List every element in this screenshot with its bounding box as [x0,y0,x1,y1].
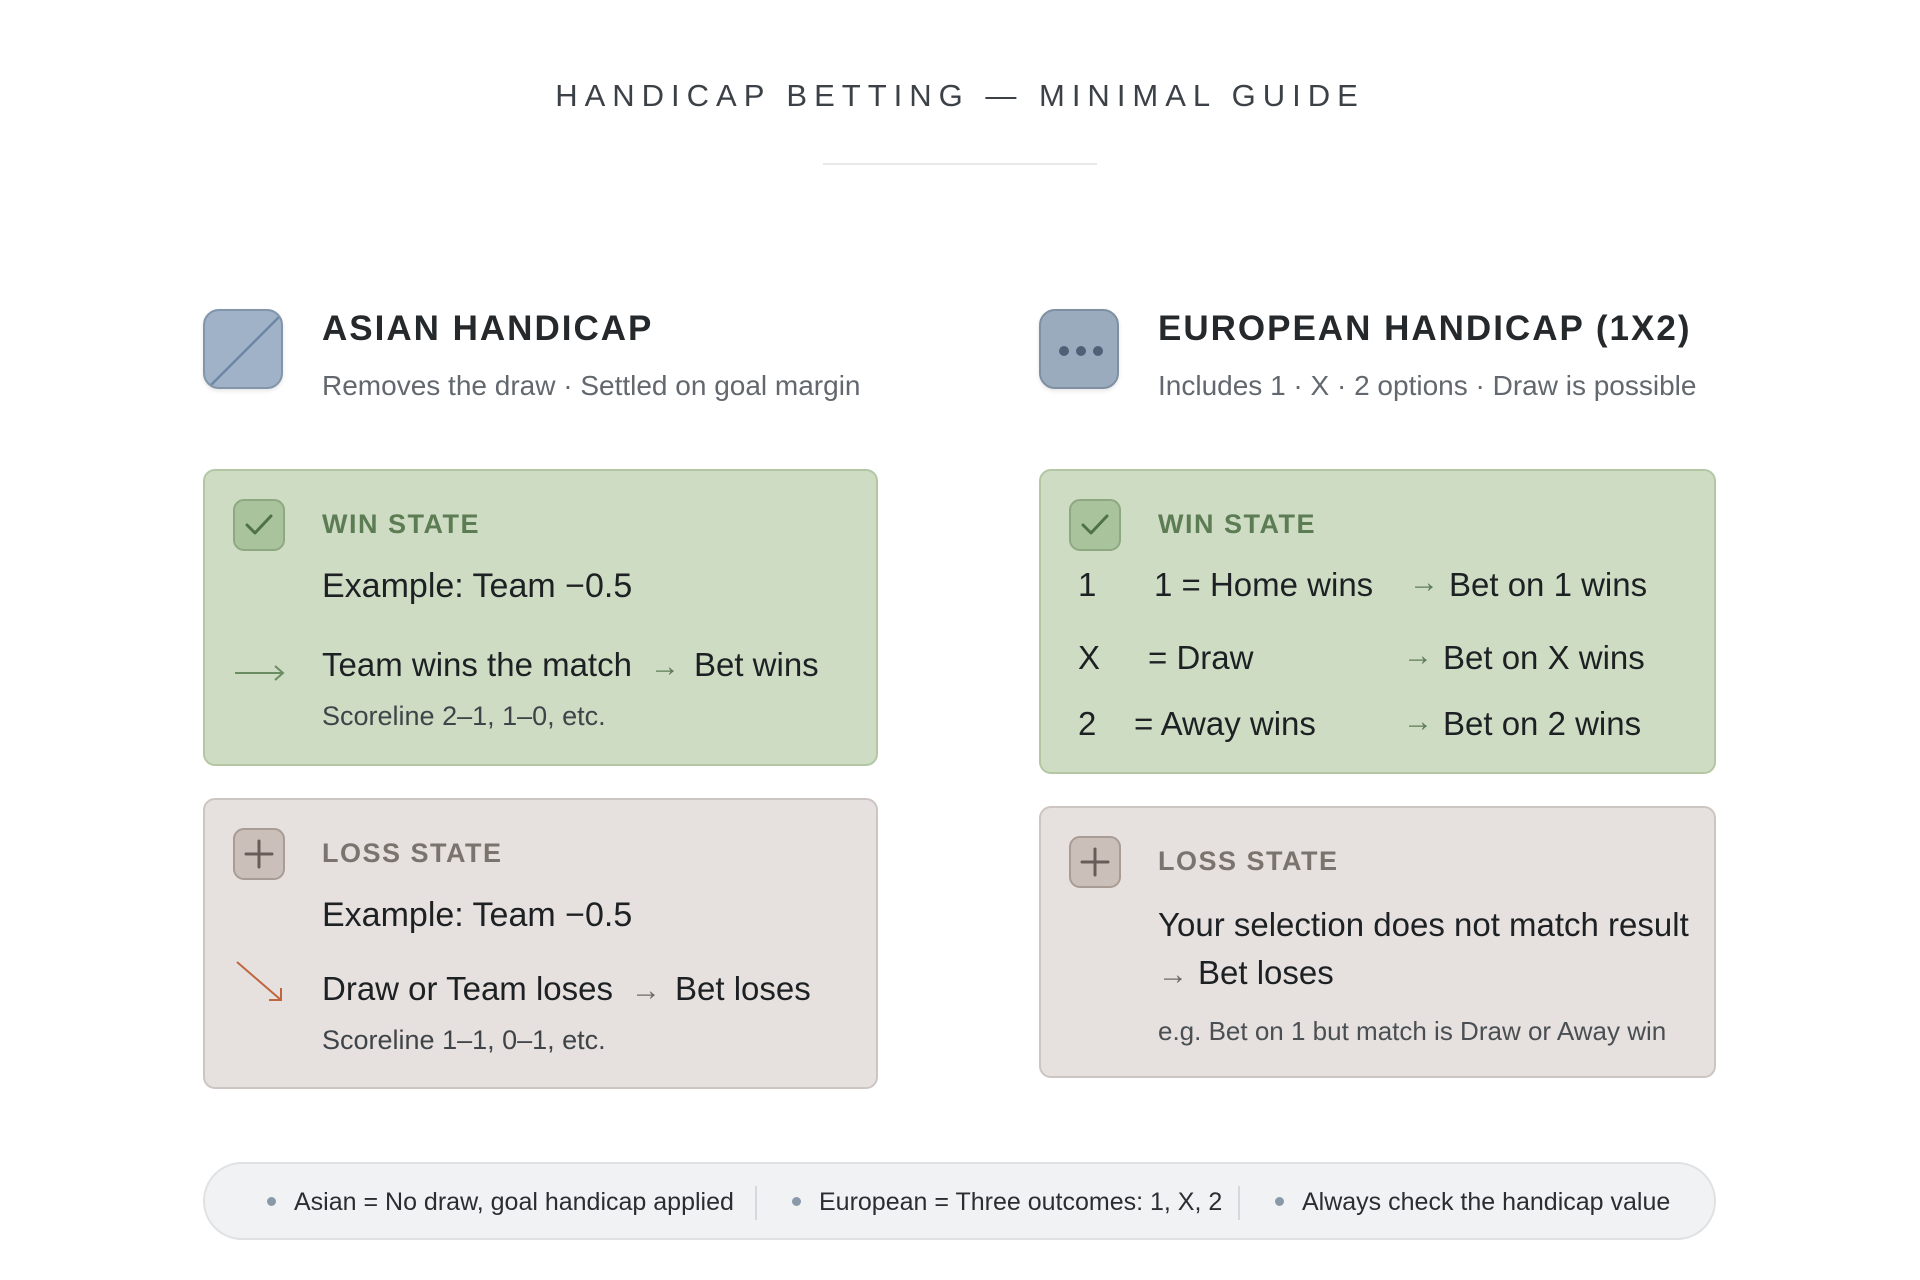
arrow-right-icon: → [1403,639,1433,672]
arrow-right-icon: → [1409,566,1439,599]
plus-icon [233,828,285,880]
check-icon [1069,499,1121,551]
loss-result-line [1158,954,1334,992]
footer-divider [755,1186,757,1220]
outcome-row-draw [1041,639,1714,679]
win-scoreline: Scoreline 2–1, 1–0, etc. [322,701,606,731]
loss-state-label: LOSS STATE [1158,846,1339,876]
diagonal-slash-icon [203,309,283,389]
bullet-icon [267,1197,276,1206]
loss-description: Your selection does not match result [1158,906,1689,943]
win-condition: Team wins the match [322,646,632,683]
arrow-right-icon: → [1403,705,1433,738]
loss-result: Bet loses [1198,954,1334,991]
check-icon [233,499,285,551]
win-example: Example: Team −0.5 [322,567,633,605]
outcome-meaning: = Away wins [1134,705,1316,742]
european-title: EUROPEAN HANDICAP (1X2) [1158,309,1692,348]
footer-item-european [792,1188,1222,1217]
bullet-icon [792,1197,801,1206]
asian-loss-card [203,798,878,1089]
loss-state-label: LOSS STATE [322,838,503,868]
page-title: HANDICAP BETTING — MINIMAL GUIDE [555,78,1365,113]
asian-win-card [203,469,878,766]
loss-result: Bet loses [675,970,811,1007]
win-condition-line [322,646,819,684]
arrow-down-right-icon [233,958,289,1011]
outcome-code: 1 [1078,566,1097,603]
footer-item-asian [267,1188,734,1217]
arrow-right-icon: → [649,650,680,683]
european-loss-card [1039,806,1716,1078]
loss-example: Example: Team −0.5 [322,896,633,934]
outcome-meaning: = Draw [1148,639,1254,676]
arrow-right-icon: → [631,974,661,1007]
european-subtitle: Includes 1 · X · 2 options · Draw is possible [1158,370,1697,401]
plus-icon [1069,836,1121,888]
arrow-right-icon [233,661,289,690]
outcome-meaning: 1 = Home wins [1154,566,1374,603]
footer-text: European = Three outcomes: 1, X, 2 [819,1188,1223,1216]
win-state-label: WIN STATE [322,509,480,539]
outcome-row-away [1041,705,1714,745]
asian-title: ASIAN HANDICAP [322,309,654,348]
bullet-icon [1275,1197,1284,1206]
outcome-code: 2 [1078,705,1097,742]
loss-condition-line [322,970,811,1008]
title-divider [823,163,1097,165]
summary-footer [203,1162,1716,1240]
win-result: Bet wins [693,646,819,683]
footer-item-reminder [1275,1188,1670,1217]
arrow-right-icon: → [1158,958,1188,991]
outcome-result: Bet on 1 wins [1449,566,1648,603]
outcome-row-home [1041,566,1714,606]
footer-text: Always check the handicap value [1302,1188,1671,1216]
footer-divider [1238,1186,1240,1220]
win-state-label: WIN STATE [1158,509,1316,539]
asian-subtitle: Removes the draw · Settled on goal margin [322,370,861,401]
loss-note: e.g. Bet on 1 but match is Draw or Away win [1158,1016,1667,1046]
footer-text: Asian = No draw, goal handicap applied [294,1188,734,1216]
outcome-result: Bet on X wins [1443,639,1645,676]
outcome-code: X [1078,639,1101,676]
ellipsis-icon [1039,309,1119,389]
european-win-card [1039,469,1716,774]
outcome-result: Bet on 2 wins [1443,705,1642,742]
loss-condition: Draw or Team loses [322,970,613,1007]
loss-scoreline: Scoreline 1–1, 0–1, etc. [322,1025,606,1055]
